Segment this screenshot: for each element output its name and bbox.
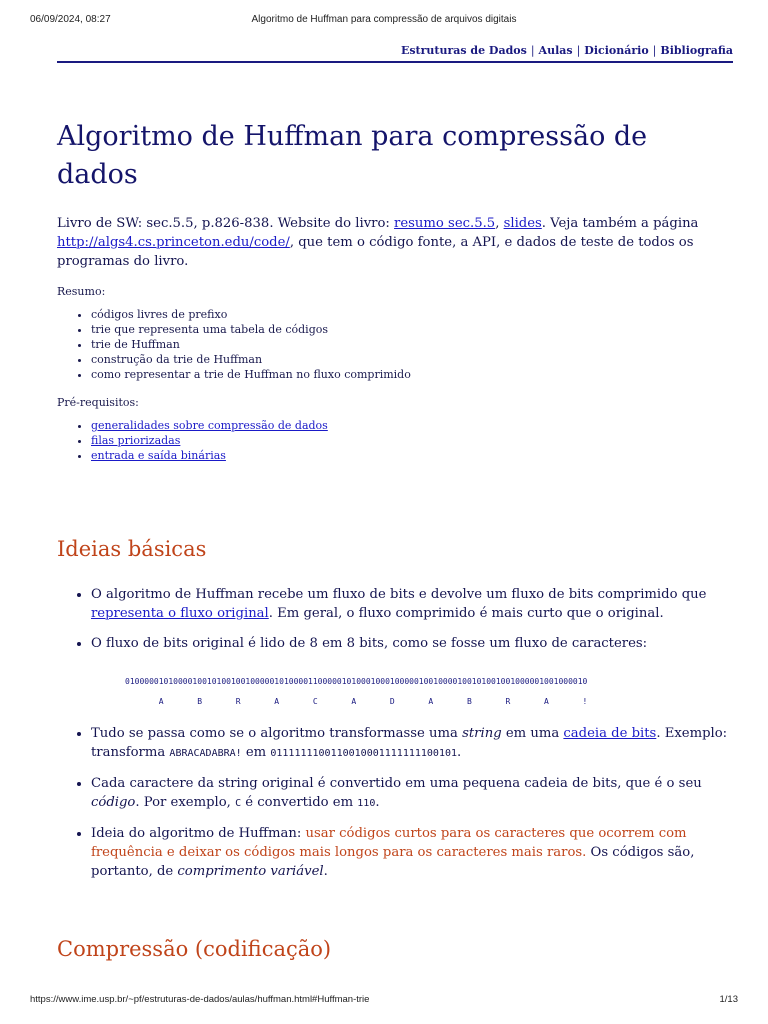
nav-separator: | — [652, 44, 657, 57]
nav-link-estruturas[interactable]: Estruturas de Dados — [400, 44, 527, 57]
ideias-list-part1 — [57, 585, 737, 664]
print-url: https://www.ime.usp.br/~pf/estruturas-de-dados/aulas/huffman.html#Huffman-trie — [30, 994, 370, 1005]
intro-text: . Veja também a página — [541, 216, 699, 231]
list-item — [91, 774, 737, 813]
list-item: • O fluxo de bits original é lido de 8 em 8 bits, como se fosse um fluxo de caracteres: — [91, 634, 737, 653]
text: . — [457, 745, 462, 760]
link-entrada-saida-binarias[interactable]: entrada e saída binárias — [91, 449, 226, 462]
prereq-list — [57, 418, 740, 463]
intro-text: , que tem o código fonte, a API, e dados de teste de todos os programas do livro. — [57, 235, 694, 269]
bits-example-block — [125, 672, 737, 712]
text: O algoritmo de Huffman recebe um fluxo de bits e devolve um fluxo de bits comprimido que — [91, 587, 707, 602]
list-item: • trie que representa uma tabela de códigos — [91, 322, 740, 337]
nav-separator: | — [576, 44, 581, 57]
resumo-label: Resumo: — [57, 285, 106, 298]
list-item — [91, 724, 737, 763]
top-navigation — [401, 44, 733, 57]
text: Cada caractere da string original é convertido em uma pequena cadeia de bits, que é o seu — [91, 776, 702, 791]
print-footer — [30, 994, 738, 1008]
list-item — [91, 585, 737, 623]
link-algs4-code[interactable]: http://algs4.cs.princeton.edu/code/ — [57, 235, 290, 250]
chars-line: A B R A C A D A B R A ! — [125, 697, 588, 706]
bits-line: 010000010100001001010010010000010100001100000101000100010000010010000100101001001000001001000010 — [125, 677, 588, 686]
link-slides[interactable]: slides — [503, 216, 542, 231]
list-item — [91, 418, 740, 433]
resumo-list — [57, 307, 740, 382]
em-text: código — [91, 795, 136, 810]
em-text: string — [462, 726, 502, 741]
text: . Exemplo: transforma — [91, 726, 728, 760]
highlight-text: usar códigos curtos para os caracteres que ocorrem com frequência e deixar os códigos mais longos para os caracteres mais raros. — [91, 826, 687, 860]
prereq-label: Pré-requisitos: — [57, 396, 139, 409]
code-text: ABRACADABRA! — [169, 748, 242, 759]
text: Os códigos são, portanto, de — [91, 845, 695, 879]
link-resumo-sec[interactable]: resumo sec.5.5 — [394, 216, 496, 231]
intro-text: Livro de SW: sec.5.5, p.826-838. Website do livro: — [57, 216, 395, 231]
text: . — [375, 795, 380, 810]
intro-paragraph — [57, 214, 733, 271]
text: Ideia do algoritmo de Huffman: — [91, 826, 306, 841]
nav-separator: | — [530, 44, 535, 57]
list-item: • construção da trie de Huffman — [91, 352, 740, 367]
text: . Por exemplo, — [135, 795, 236, 810]
nav-link-dicionario[interactable]: Dicionário — [584, 44, 649, 57]
list-item — [91, 448, 740, 463]
text: em uma — [501, 726, 564, 741]
em-text: comprimento variável — [177, 864, 324, 879]
list-item: • códigos livres de prefixo — [91, 307, 740, 322]
text: . — [323, 864, 328, 879]
main-content — [57, 118, 740, 463]
print-doc-title: Algoritmo de Huffman para compressão de arquivos digitais — [251, 14, 517, 25]
list-item: • trie de Huffman — [91, 337, 740, 352]
intro-text: , — [495, 216, 504, 231]
code-text: C — [235, 798, 242, 809]
page-title: Algoritmo de Huffman para compressão de dados — [57, 121, 648, 190]
print-datetime: 06/09/2024, 08:27 — [30, 14, 111, 25]
print-header — [30, 14, 738, 30]
section-heading-ideias: Ideias básicas — [57, 537, 207, 561]
section-heading-compressao: Compressão (codificação) — [57, 937, 332, 961]
link-generalidades-compressao[interactable]: generalidades sobre compressão de dados — [91, 419, 328, 432]
list-item — [91, 433, 740, 448]
code-text: 0111111100110010001111111100101 — [270, 748, 458, 759]
ideias-list-part2 — [57, 724, 737, 892]
text: Tudo se passa como se o algoritmo transformasse uma — [91, 726, 463, 741]
nav-link-bibliografia[interactable]: Bibliografia — [660, 44, 733, 57]
link-filas-priorizadas[interactable]: filas priorizadas — [91, 434, 181, 447]
nav-divider — [57, 61, 733, 63]
link-cadeia-de-bits[interactable]: cadeia de bits — [563, 726, 657, 741]
print-page-number: 1/13 — [719, 994, 738, 1005]
link-representa-fluxo[interactable]: representa o fluxo original — [91, 606, 269, 621]
list-item: • como representar a trie de Huffman no fluxo comprimido — [91, 367, 740, 382]
text: é convertido em — [241, 795, 358, 810]
text: em — [241, 745, 271, 760]
list-item — [91, 824, 737, 881]
text: . Em geral, o fluxo comprimido é mais curto que o original. — [268, 606, 664, 621]
nav-link-aulas[interactable]: Aulas — [538, 44, 573, 57]
code-text: 110 — [357, 798, 376, 809]
